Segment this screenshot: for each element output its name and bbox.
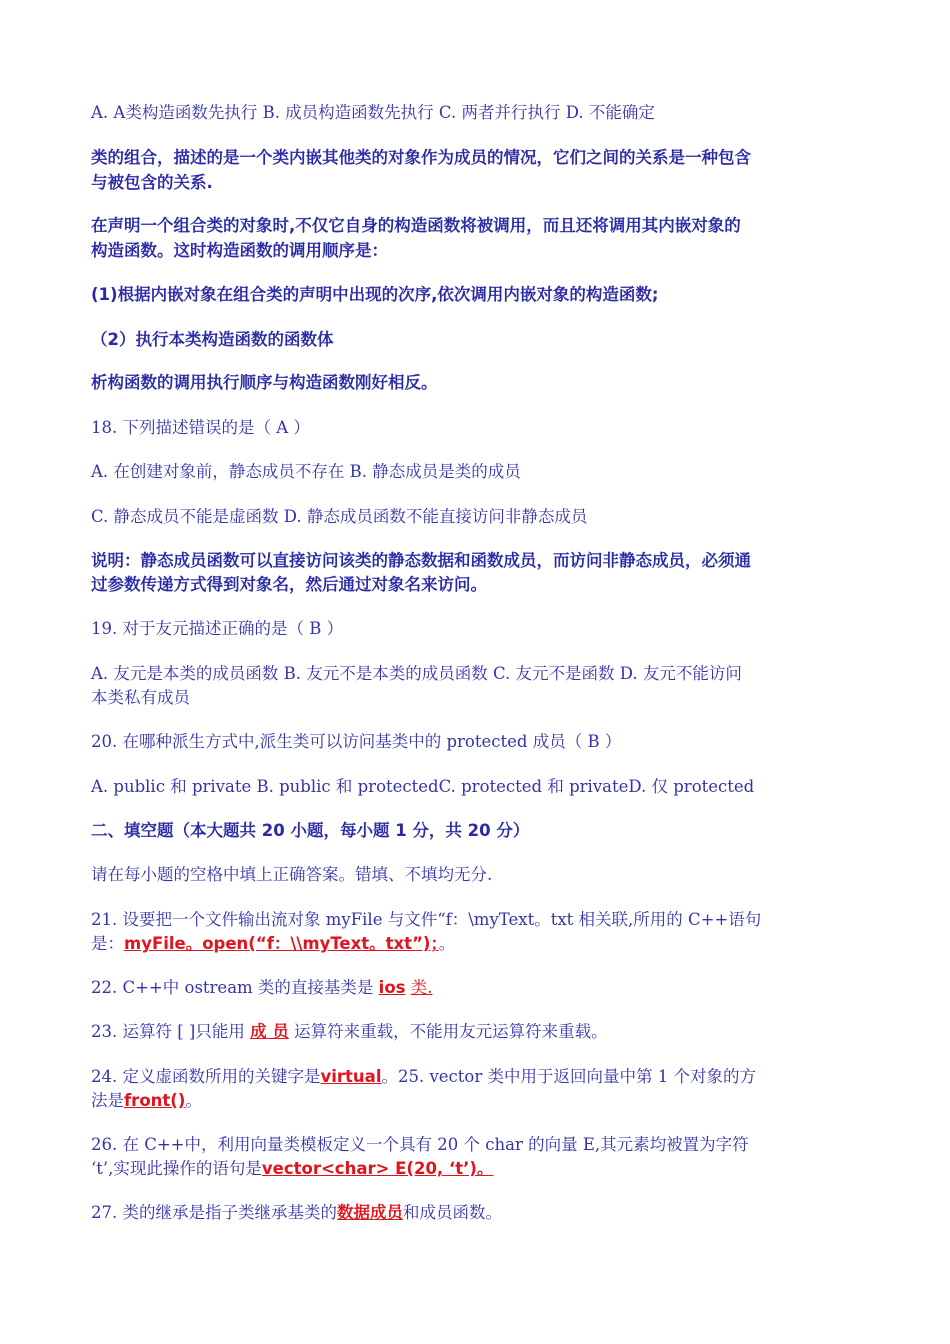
q17-options: A. A类构造函数先执行 B. 成员构造函数先执行 C. 两者并行执行 D. 不能确定 <box>91 103 655 122</box>
q19-question: 19. 对于友元描述正确的是（ B ） <box>91 619 344 638</box>
q22-prefix: 22. C++中 ostream 类的直接基类是 <box>91 978 374 997</box>
q24-line <box>91 1065 866 1089</box>
note-constructor-line2: 构造函数。这时构造函数的调用顺序是： <box>91 241 388 260</box>
q19-options-line1: A. 友元是本类的成员函数 B. 友元不是本类的成员函数 C. 友元不是函数 D. 友元不能访问 <box>91 664 742 683</box>
note-order-step1: (1)根据内嵌对象在组合类的声明中出现的次序,依次调用内嵌对象的构造函数; <box>91 285 659 304</box>
section-fill-in-instructions: 请在每小题的空格中填上正确答案。错填、不填均无分. <box>91 865 493 884</box>
q21-prefix: 是： <box>91 934 124 953</box>
q23-line <box>91 1020 866 1044</box>
q26-answer: vector<char> E(20, ‘t’)。 <box>261 1159 494 1178</box>
q25-prefix: 法是 <box>91 1091 124 1110</box>
q24-prefix: 24. 定义虚函数所用的关键字是 <box>91 1067 321 1086</box>
q18-options-ab: A. 在创建对象前，静态成员不存在 B. 静态成员是类的成员 <box>91 462 521 481</box>
q25-line <box>91 1089 866 1113</box>
note-order-step2: （2）执行本类构造函数的函数体 <box>91 330 334 349</box>
q22-suffix: 类. <box>410 978 433 997</box>
note-static-line2: 过参数传递方式得到对象名，然后通过对象名来访问。 <box>91 575 487 594</box>
q18-options-cd: C. 静态成员不能是虚函数 D. 静态成员函数不能直接访问非静态成员 <box>91 507 588 526</box>
q21-answer: myFile。open(“f：\\myText。txt”)； <box>124 934 439 953</box>
note-composition-line1: 类的组合，描述的是一个类内嵌其他类的对象作为成员的情况，它们之间的关系是一种包含 <box>91 148 751 167</box>
q24-q25-text: 。25. vector 类中用于返回向量中第 1 个对象的方 <box>381 1067 756 1086</box>
q23-answer: 成 员 <box>250 1022 289 1041</box>
q27-answer: 数据成员 <box>337 1203 403 1222</box>
q27-suffix: 和成员函数。 <box>403 1203 502 1222</box>
q26-prefix: ‘t’,实现此操作的语句是 <box>91 1159 262 1178</box>
q21-line1: 21. 设要把一个文件输出流对象 myFile 与文件“f：\myText。txt 相关联,所用的 C++语句 <box>91 910 762 929</box>
q21-line2 <box>91 932 866 956</box>
note-static-line1: 说明：静态成员函数可以直接访问该类的静态数据和函数成员，而访问非静态成员，必须通 <box>91 551 751 570</box>
section-fill-in-heading: 二、填空题（本大题共 20 小题，每小题 1 分，共 20 分） <box>91 821 530 840</box>
q26-line1: 26. 在 C++中，利用向量类模板定义一个具有 20 个 char 的向量 E,其元素均被置为字符 <box>91 1135 749 1154</box>
q23-prefix: 23. 运算符 [ ]只能用 <box>91 1022 245 1041</box>
q27-prefix: 27. 类的继承是指子类继承基类的 <box>91 1203 337 1222</box>
q27-line <box>91 1201 866 1225</box>
note-composition-line2: 与被包含的关系. <box>91 173 213 192</box>
q20-question: 20. 在哪种派生方式中,派生类可以访问基类中的 protected 成员（ B ） <box>91 732 622 751</box>
q21-suffix: 。 <box>438 934 456 953</box>
note-destructor: 析构函数的调用执行顺序与构造函数刚好相反。 <box>91 373 438 392</box>
q26-line2 <box>91 1157 866 1181</box>
note-constructor-line1: 在声明一个组合类的对象时,不仅它自身的构造函数将被调用，而且还将调用其内嵌对象的 <box>91 216 741 235</box>
q25-answer: front() <box>124 1091 186 1110</box>
q23-suffix: 运算符来重载，不能用友元运算符来重载。 <box>294 1022 608 1041</box>
q19-options-line2: 本类私有成员 <box>91 688 190 707</box>
q25-suffix: 。 <box>185 1091 202 1110</box>
q24-answer: virtual <box>320 1067 382 1086</box>
q22-line <box>91 976 866 1000</box>
q18-question: 18. 下列描述错误的是（ A ） <box>91 418 310 437</box>
q22-answer: ios <box>378 978 406 997</box>
q20-options: A. public 和 private B. public 和 protectedC. protected 和 privateD. 仅 protected <box>91 777 755 796</box>
